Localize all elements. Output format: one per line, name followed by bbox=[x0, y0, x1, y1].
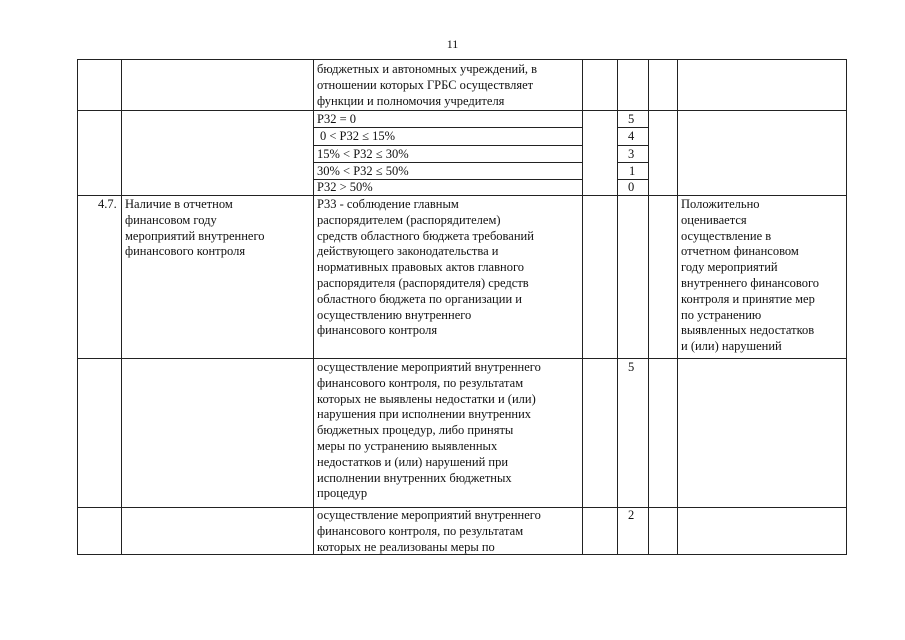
row-divider bbox=[77, 358, 847, 359]
scale-score: 1 bbox=[629, 164, 636, 178]
scale-score: 4 bbox=[628, 129, 635, 143]
col-border bbox=[648, 59, 649, 555]
scale-divider bbox=[313, 145, 582, 146]
col-border bbox=[582, 59, 583, 555]
indicator-name: Наличие в отчетном финансовом году мероприятий внутреннего финансового контроля bbox=[125, 197, 265, 259]
comment-text: Положительно оценивается осуществление в отчетном финансовом году мероприятий внутреннего финансового контроля и принятие мер по устранению выявленных недостатков и (или) нарушений bbox=[681, 197, 820, 354]
criterion-score: 2 bbox=[628, 508, 635, 522]
scale-score: 0 bbox=[628, 180, 635, 194]
scale-condition: 15% < Р32 ≤ 30% bbox=[317, 147, 409, 161]
criterion-text: Р33 - соблюдение главным распорядителем (распорядителем) средств областного бюджета требований действующего законодательства и нормативных правовых актов главного распорядителя (распорядителя) средств областного бюджета по организации и осуществлению внутреннего финансового контроля bbox=[317, 197, 534, 338]
table-border-top bbox=[77, 59, 847, 60]
scale-condition: 0 < Р32 ≤ 15% bbox=[320, 129, 396, 143]
criterion-text: осуществление мероприятий внутреннего финансового контроля, по результатам которых не реализованы меры по bbox=[317, 508, 541, 554]
scale-condition: Р32 = 0 bbox=[317, 112, 357, 126]
col-border bbox=[77, 59, 78, 555]
score-divider bbox=[617, 145, 648, 146]
scale-condition: Р32 > 50% bbox=[317, 180, 373, 194]
criterion-text: осуществление мероприятий внутреннего финансового контроля, по результатам которых не выявлены недостатки и (или) нарушения при исполнении внутренних бюджетных процедур, либо приняты меры по устранению выявленных недостатков и (или) нарушений при исполнении внутренних бюджетных процедур bbox=[317, 360, 541, 501]
col-border bbox=[677, 59, 678, 555]
criterion-score: 5 bbox=[628, 360, 635, 374]
scale-score: 3 bbox=[628, 147, 635, 161]
scale-score: 5 bbox=[628, 112, 635, 126]
criterion-text: бюджетных и автономных учреждений, в отношении которых ГРБС осуществляет функции и полномочия учредителя bbox=[317, 62, 538, 108]
row-divider bbox=[77, 195, 847, 196]
row-divider bbox=[77, 110, 847, 111]
scale-condition: 30% < Р32 ≤ 50% bbox=[317, 164, 409, 178]
col-border bbox=[617, 59, 618, 555]
page-number: 11 bbox=[446, 37, 459, 51]
col-border bbox=[121, 59, 122, 555]
col-border bbox=[313, 59, 314, 555]
row-number: 4.7. bbox=[98, 197, 117, 211]
